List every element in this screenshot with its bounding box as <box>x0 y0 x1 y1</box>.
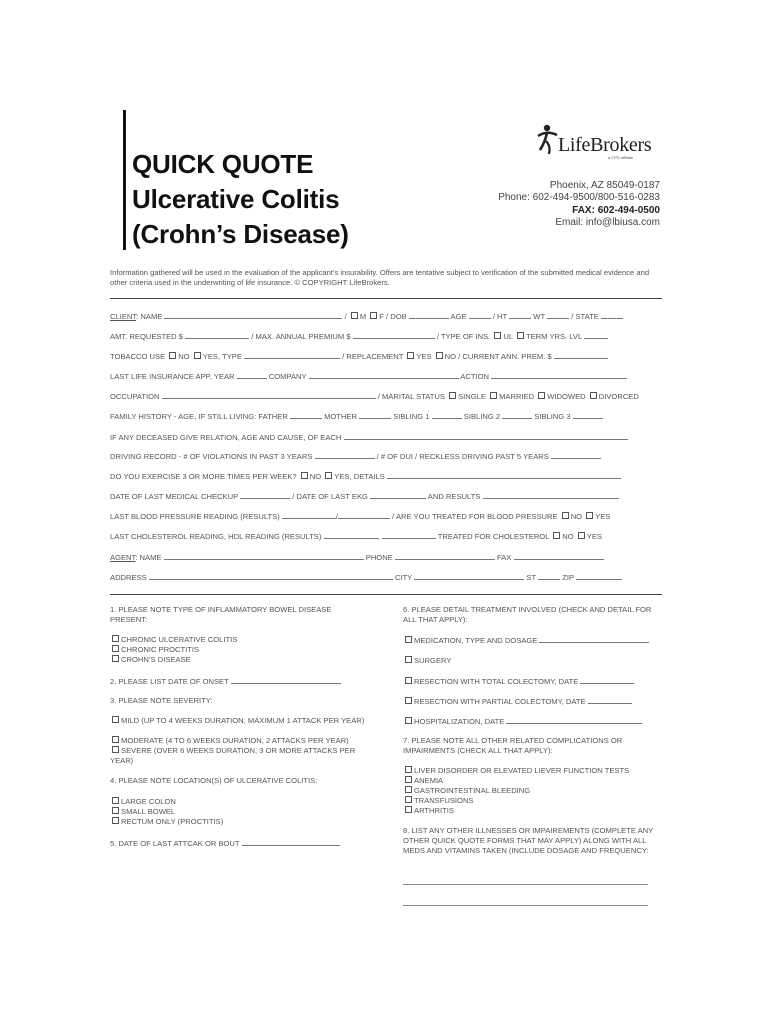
st-field[interactable] <box>538 572 560 580</box>
hdl-field[interactable] <box>382 531 436 539</box>
tobacco-type-field[interactable] <box>244 351 340 359</box>
checkbox-exercise-yes[interactable] <box>325 472 332 479</box>
row-blood-pressure: LAST BLOOD PRESSURE READING (RESULTS) / / ARE YOU TREATED FOR BLOOD PRESSURE NO YES <box>110 512 611 521</box>
cholesterol-field[interactable] <box>324 531 378 539</box>
q7-option-anemia[interactable]: ANEMIA <box>403 776 443 786</box>
row-checkup: DATE OF LAST MEDICAL CHECKUP / DATE OF LAST EKG AND RESULTS <box>110 491 670 502</box>
checkbox-replacement-no[interactable] <box>436 352 443 359</box>
q1-option-2[interactable]: CHRONIC PROCTITIS <box>110 645 199 655</box>
section-divider-top <box>110 298 662 299</box>
title-bar-rule <box>123 110 126 250</box>
checkbox-single[interactable] <box>449 392 456 399</box>
weight-field[interactable] <box>547 311 569 319</box>
q7-option-arthritis[interactable]: ARTHRITIS <box>403 806 454 816</box>
checkbox-tobacco-yes[interactable] <box>194 352 201 359</box>
agent-phone-field[interactable] <box>395 552 495 560</box>
question-3: 3. PLEASE NOTE SEVERITY: <box>110 696 213 705</box>
row-agent: AGENT: NAME PHONE FAX <box>110 552 670 563</box>
father-field[interactable] <box>290 411 322 419</box>
bp-systolic-field[interactable] <box>282 511 336 519</box>
q8-answer-line-2[interactable] <box>403 905 648 906</box>
max-premium-field[interactable] <box>353 331 435 339</box>
checkbox-tobacco-no[interactable] <box>169 352 176 359</box>
q3-option-mild[interactable]: MILD (UP TO 4 WEEKS DURATION, MAXIMUM 1 ATTACK PER YEAR) <box>110 716 370 726</box>
row-family-history: FAMILY HISTORY - AGE, IF STILL LIVING: FATHER MOTHER SIBLING 1 SIBLING 2 SIBLING 3 <box>110 411 670 422</box>
checkbox-chol-no[interactable] <box>553 532 560 539</box>
question-1: 1. PLEASE NOTE TYPE OF INFLAMMATORY BOWEL DISEASE PRESENT: <box>110 605 332 624</box>
agent-fax-field[interactable] <box>514 552 604 560</box>
onset-date-field[interactable] <box>231 676 341 684</box>
company-field[interactable] <box>309 371 459 379</box>
lifebrokers-logo <box>536 124 666 160</box>
page-title-line-2: Ulcerative Colitis <box>132 184 340 214</box>
q4-option-1[interactable]: LARGE COLON <box>110 797 176 807</box>
q6-option-partial-colectomy[interactable]: RESECTION WITH PARTIAL COLECTOMY, DATE <box>403 696 632 707</box>
dob-field[interactable] <box>409 311 449 319</box>
city-field[interactable] <box>414 572 524 580</box>
contact-address: Phoenix, AZ 85049-0187 <box>549 180 660 191</box>
ekg-results-field[interactable] <box>483 491 619 499</box>
client-name-field[interactable] <box>164 311 342 319</box>
state-field[interactable] <box>601 311 623 319</box>
page-title-line-3: (Crohn’s Disease) <box>132 219 349 249</box>
amount-requested-field[interactable] <box>185 331 249 339</box>
question-2: 2. PLEASE LIST DATE OF ONSET <box>110 676 341 687</box>
q6-option-medication[interactable]: MEDICATION, TYPE AND DOSAGE <box>403 635 649 646</box>
question-8: 8. LIST ANY OTHER ILLNESSES OR IMPAIREMENTS (COMPLETE ANY OTHER QUICK QUOTE FORMS THAT MAY APPLY) ALONG WITH ALL MEDS AND VITAMINS TAKEN (INCLUDE DOSAGE AND FREQUENCY: <box>403 826 654 855</box>
checkbox-bp-no[interactable] <box>562 512 569 519</box>
row-cholesterol: LAST CHOLESTEROL READING, HDL READING (RESULTS) , TREATED FOR CHOLESTEROL NO YES <box>110 532 602 541</box>
term-years-field[interactable] <box>584 331 608 339</box>
checkbox-replacement-yes[interactable] <box>407 352 414 359</box>
checkbox-male[interactable] <box>351 312 358 319</box>
q6-option-hospitalization[interactable]: HOSPITALIZATION, DATE <box>403 716 642 727</box>
contact-fax: FAX: 602-494-0500 <box>572 205 660 216</box>
violations-field[interactable] <box>315 451 375 459</box>
dui-field[interactable] <box>551 451 601 459</box>
section-divider-bottom <box>110 594 662 595</box>
q1-option-1[interactable]: CHRONIC ULCERATIVE COLITIS <box>110 635 237 645</box>
checkbox-female[interactable] <box>370 312 377 319</box>
checkbox-chol-yes[interactable] <box>578 532 585 539</box>
last-attack-date-field[interactable] <box>242 838 340 846</box>
checkbox-ul[interactable] <box>494 332 501 339</box>
height-field[interactable] <box>509 311 531 319</box>
row-deceased: IF ANY DECEASED GIVE RELATION, AGE AND CAUSE, OF EACH <box>110 432 670 443</box>
row-occupation: OCCUPATION / MARITAL STATUS SINGLE MARRIED WIDOWED DIVORCED <box>110 392 639 401</box>
q3-option-severe[interactable]: SEVERE (OVER 6 WEEKS DURATION, 3 OR MORE ATTACKS PER YEAR) <box>110 746 356 765</box>
q6-option-total-colectomy[interactable]: RESECTION WITH TOTAL COLECTOMY, DATE <box>403 676 634 687</box>
row-last-app: LAST LIFE INSURANCE APP. YEAR COMPANY ACTION <box>110 371 670 382</box>
q3-option-moderate[interactable]: MODERATE (4 TO 6 WEEKS DURATION, 2 ATTACKS PER YEAR) <box>110 736 380 746</box>
question-6: 6. PLEASE DETAIL TREATMENT INVOLVED (CHECK AND DETAIL FOR ALL THAT APPLY): <box>403 605 652 624</box>
q7-option-liver[interactable]: LIVER DISORDER OR ELEVATED LIEVER FUNCTION TESTS <box>403 766 629 776</box>
row-tobacco: TOBACCO USE NO YES, TYPE / REPLACEMENT YES NO / CURRENT ANN. PREM. $ <box>110 351 670 362</box>
last-app-year-field[interactable] <box>237 371 267 379</box>
address-field[interactable] <box>149 572 393 580</box>
q7-option-transfusions[interactable]: TRANSFUSIONS <box>403 796 474 806</box>
logo-tagline: a CPS affiliate <box>608 155 634 160</box>
age-field[interactable] <box>469 311 491 319</box>
checkbox-married[interactable] <box>490 392 497 399</box>
person-icon <box>536 124 560 158</box>
q4-option-2[interactable]: SMALL BOWEL <box>110 807 175 817</box>
question-7: 7. PLEASE NOTE ALL OTHER RELATED COMPLICATIONS OR IMPAIRMENTS (CHECK ALL THAT APPLY): <box>403 736 623 755</box>
checkup-date-field[interactable] <box>240 491 290 499</box>
row-client: CLIENT: NAME / M F / DOB AGE / HT WT / STATE <box>110 311 670 322</box>
agent-name-field[interactable] <box>164 552 364 560</box>
occupation-field[interactable] <box>162 391 376 399</box>
intro-disclaimer: Information gathered will be used in the evaluation of the applicant’s insurability. Offers are tentative subject to verification of the submitted medical evidence and other criteria used in the underwriting of life insurance. © COPYRIGHT LifeBrokers. <box>110 268 650 287</box>
row-amount: AMT. REQUESTED $ / MAX. ANNUAL PREMIUM $ / TYPE OF INS. UL TERM YRS. LVL <box>110 331 670 342</box>
ekg-date-field[interactable] <box>370 491 426 499</box>
sibling3-field[interactable] <box>573 411 603 419</box>
row-exercise: DO YOU EXERCISE 3 OR MORE TIMES PER WEEK? NO YES, DETAILS <box>110 471 670 482</box>
checkbox-divorced[interactable] <box>590 392 597 399</box>
sibling2-field[interactable] <box>502 411 532 419</box>
checkbox-widowed[interactable] <box>538 392 545 399</box>
checkbox-exercise-no[interactable] <box>301 472 308 479</box>
contact-phone: Phone: 602-494-9500/800-516-0283 <box>498 192 660 203</box>
deceased-field[interactable] <box>344 432 628 440</box>
row-address: ADDRESS CITY ST ZIP <box>110 572 670 583</box>
checkbox-term[interactable] <box>517 332 524 339</box>
q7-option-gi-bleeding[interactable]: GASTROINTESTINAL BLEEDING <box>403 786 530 796</box>
q1-option-3[interactable]: CROHN’S DISEASE <box>110 655 191 665</box>
exercise-details-field[interactable] <box>387 471 621 479</box>
zip-field[interactable] <box>576 572 622 580</box>
current-premium-field[interactable] <box>554 351 608 359</box>
q8-answer-line-1[interactable] <box>403 884 648 885</box>
bp-diastolic-field[interactable] <box>338 511 390 519</box>
q4-option-3[interactable]: RECTUM ONLY (PROCTITIS) <box>110 817 223 827</box>
checkbox-bp-yes[interactable] <box>586 512 593 519</box>
mother-field[interactable] <box>359 411 391 419</box>
sibling1-field[interactable] <box>432 411 462 419</box>
q6-option-surgery[interactable]: SURGERY <box>403 656 451 666</box>
question-4: 4. PLEASE NOTE LOCATION(S) OF ULCERATIVE COLITIS: <box>110 776 318 785</box>
action-field[interactable] <box>491 371 627 379</box>
contact-email: Email: info@lbiusa.com <box>555 217 660 228</box>
question-5: 5. DATE OF LAST ATTCAK OR BOUT <box>110 838 340 849</box>
row-driving: DRIVING RECORD - # OF VIOLATIONS IN PAST 3 YEARS / # OF DUI / RECKLESS DRIVING PAST 5 YEARS <box>110 451 670 462</box>
page-title-line-1: QUICK QUOTE <box>132 149 314 179</box>
logo-wordmark: LifeBrokers <box>558 134 652 156</box>
